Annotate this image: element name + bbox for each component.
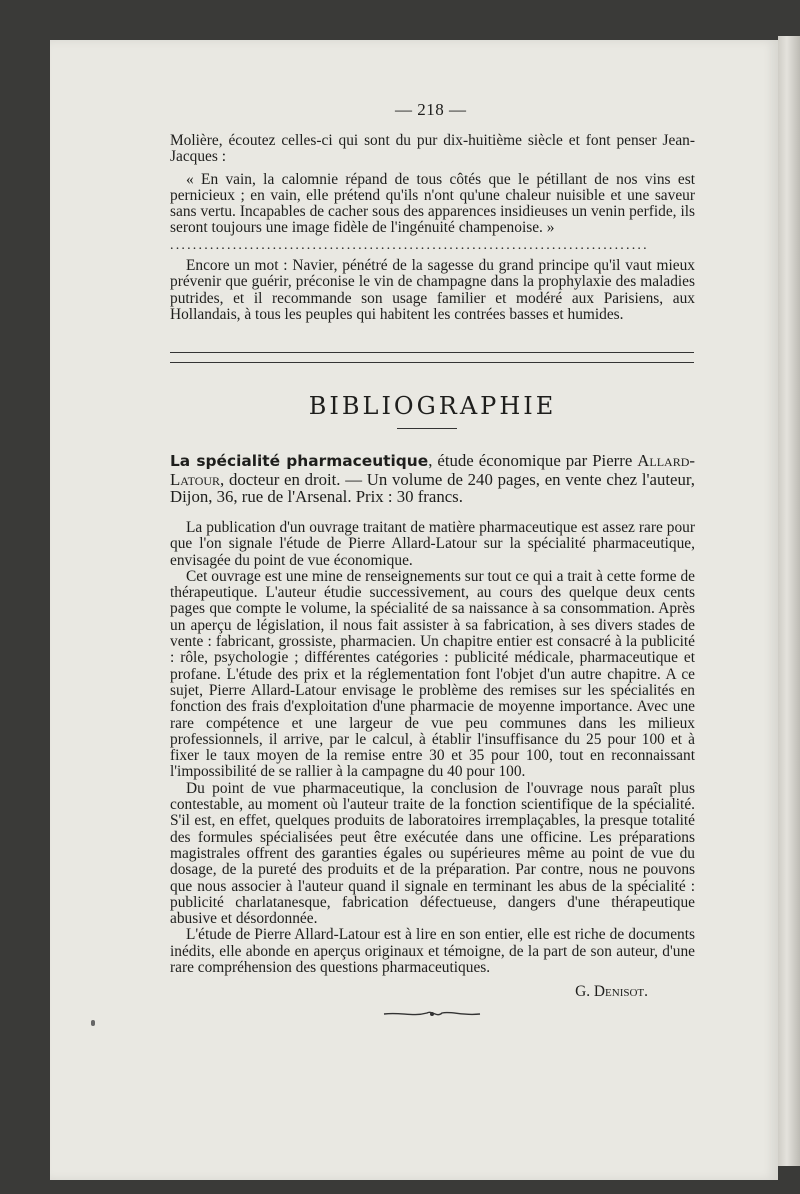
book-citation [170,452,695,506]
book-reference [170,452,695,506]
top-text [170,133,695,237]
review-body [170,520,695,976]
book-details-2: , docteur en droit. — Un volume de 240 pages, en vente chez l'auteur, Dijon, 36, rue de l'Arsenal. Prix : 30 francs. [170,469,695,506]
paragraph-navier: Encore un mot : Navier, pénétré de la sagesse du grand principe qu'il vaut mieux prévenir que guérir, préconise le vin de champagne dans la prophylaxie des maladies putrides, et il recommande son usage familier et modéré aux Parisiens, aux Hollandais, à tous les peuples qui habitent les contrées basses et humides. [170,257,695,323]
section-heading: BIBLIOGRAPHIE [308,392,557,420]
book-title: La spécialité pharmaceutique [170,452,429,470]
navier-block [170,258,695,323]
book-details-1: , étude économique par Pierre [428,451,638,470]
section-divider-top [170,352,694,353]
signature: G. Denisot. [575,983,648,1000]
page-speck [91,1020,95,1026]
heading-underline [397,428,457,429]
review-paragraph-2: Cet ouvrage est une mine de renseignements sur tout ce qui a trait à cette forme de thérapeutique. L'auteur étudie successivement, au cours des quelque deux cents pages que compte le volume, la spécialité de sa naissance à sa consommation. Après un aperçu de législation, il nous fait assister à sa fabrication, à ses divers stades de vente : fabricant, grossiste, pharmacien. Un chapitre entier est consacré à la publicité : rôle, psychologie ; différentes catégories : publicité médicale, pharmaceutique et profane. L'étude des prix et la réglementation font l'objet d'un autre chapitre. A ce sujet, Pierre Allard-Latour envisage le problème des remises sur les spécialités en fonction des frais d'exploitation d'une pharmacie de moyenne importance. Avec une rare compétence et une largeur de vue peu communes dans les milieux professionnels, il arrive, par le calcul, à établir l'insuffisance du 25 pour 100 et à fixer le taux moyen de la remise entre 30 et 35 pour 100, tout en reconnaissant l'impossibilité de se rallier à la campagne du 40 pour 100. [170,567,695,781]
page-edge [778,36,800,1166]
review-paragraph-3: Du point de vue pharmaceutique, la conclusion de l'ouvrage nous paraît plus contestable, au moment où l'auteur traite de la fonction scientifique de la spécialité. S'il est, en effet, quelques produits de laboratoires irremplaçables, la presque totalité des formules spécialisées peut être exécutée dans une officine. Les préparations magistrales offrent des garanties égales ou supérieures même au point de vue du dosage, de la pureté des produits et de la préparation. Par contre, nous ne pouvons que nous associer à l'auteur quand il signale en terminant les abus de la spécialité : publicité charlatanesque, fabrication défectueuse, dangers d'une thérapeutique abusive et désordonnée. [170,779,695,928]
page-number: — 218 — [395,100,467,119]
quote-paragraph: « En vain, la calomnie répand de tous côtés que le pétillant de nos vins est pernicieux ; en vain, elle prétend qu'ils n'ont qu'une chaleur nuisible et une saveur sans vertu. Incapables de cacher sous des apparences insidieuses un venin perfide, ils seront toujours une image fidèle de l'ingénuité champenoise. » [170,170,695,237]
ellipsis-line: .................................................................................... [170,238,649,253]
section-divider-bottom [170,362,694,363]
ornament-flourish [382,1008,482,1020]
review-paragraph-4: L'étude de Pierre Allard-Latour est à lire en son entier, elle est riche de documents inédits, elle abonde en aperçus originaux et témoigne, de la part de son auteur, d'une rare compréhension des questions pharmaceutiques. [170,926,695,977]
book-author: Allard-Latour [170,451,695,489]
review-paragraph-1: La publication d'un ouvrage traitant de matière pharmaceutique est assez rare pour que l'on signale l'étude de Pierre Allard-Latour sur la spécialité pharmaceutique, envisagée du point de vue économique. [170,519,695,569]
paragraph-moliere: Molière, écoutez celles-ci qui sont du pur dix-huitième siècle et font penser Jean-Jacques : [170,132,695,166]
